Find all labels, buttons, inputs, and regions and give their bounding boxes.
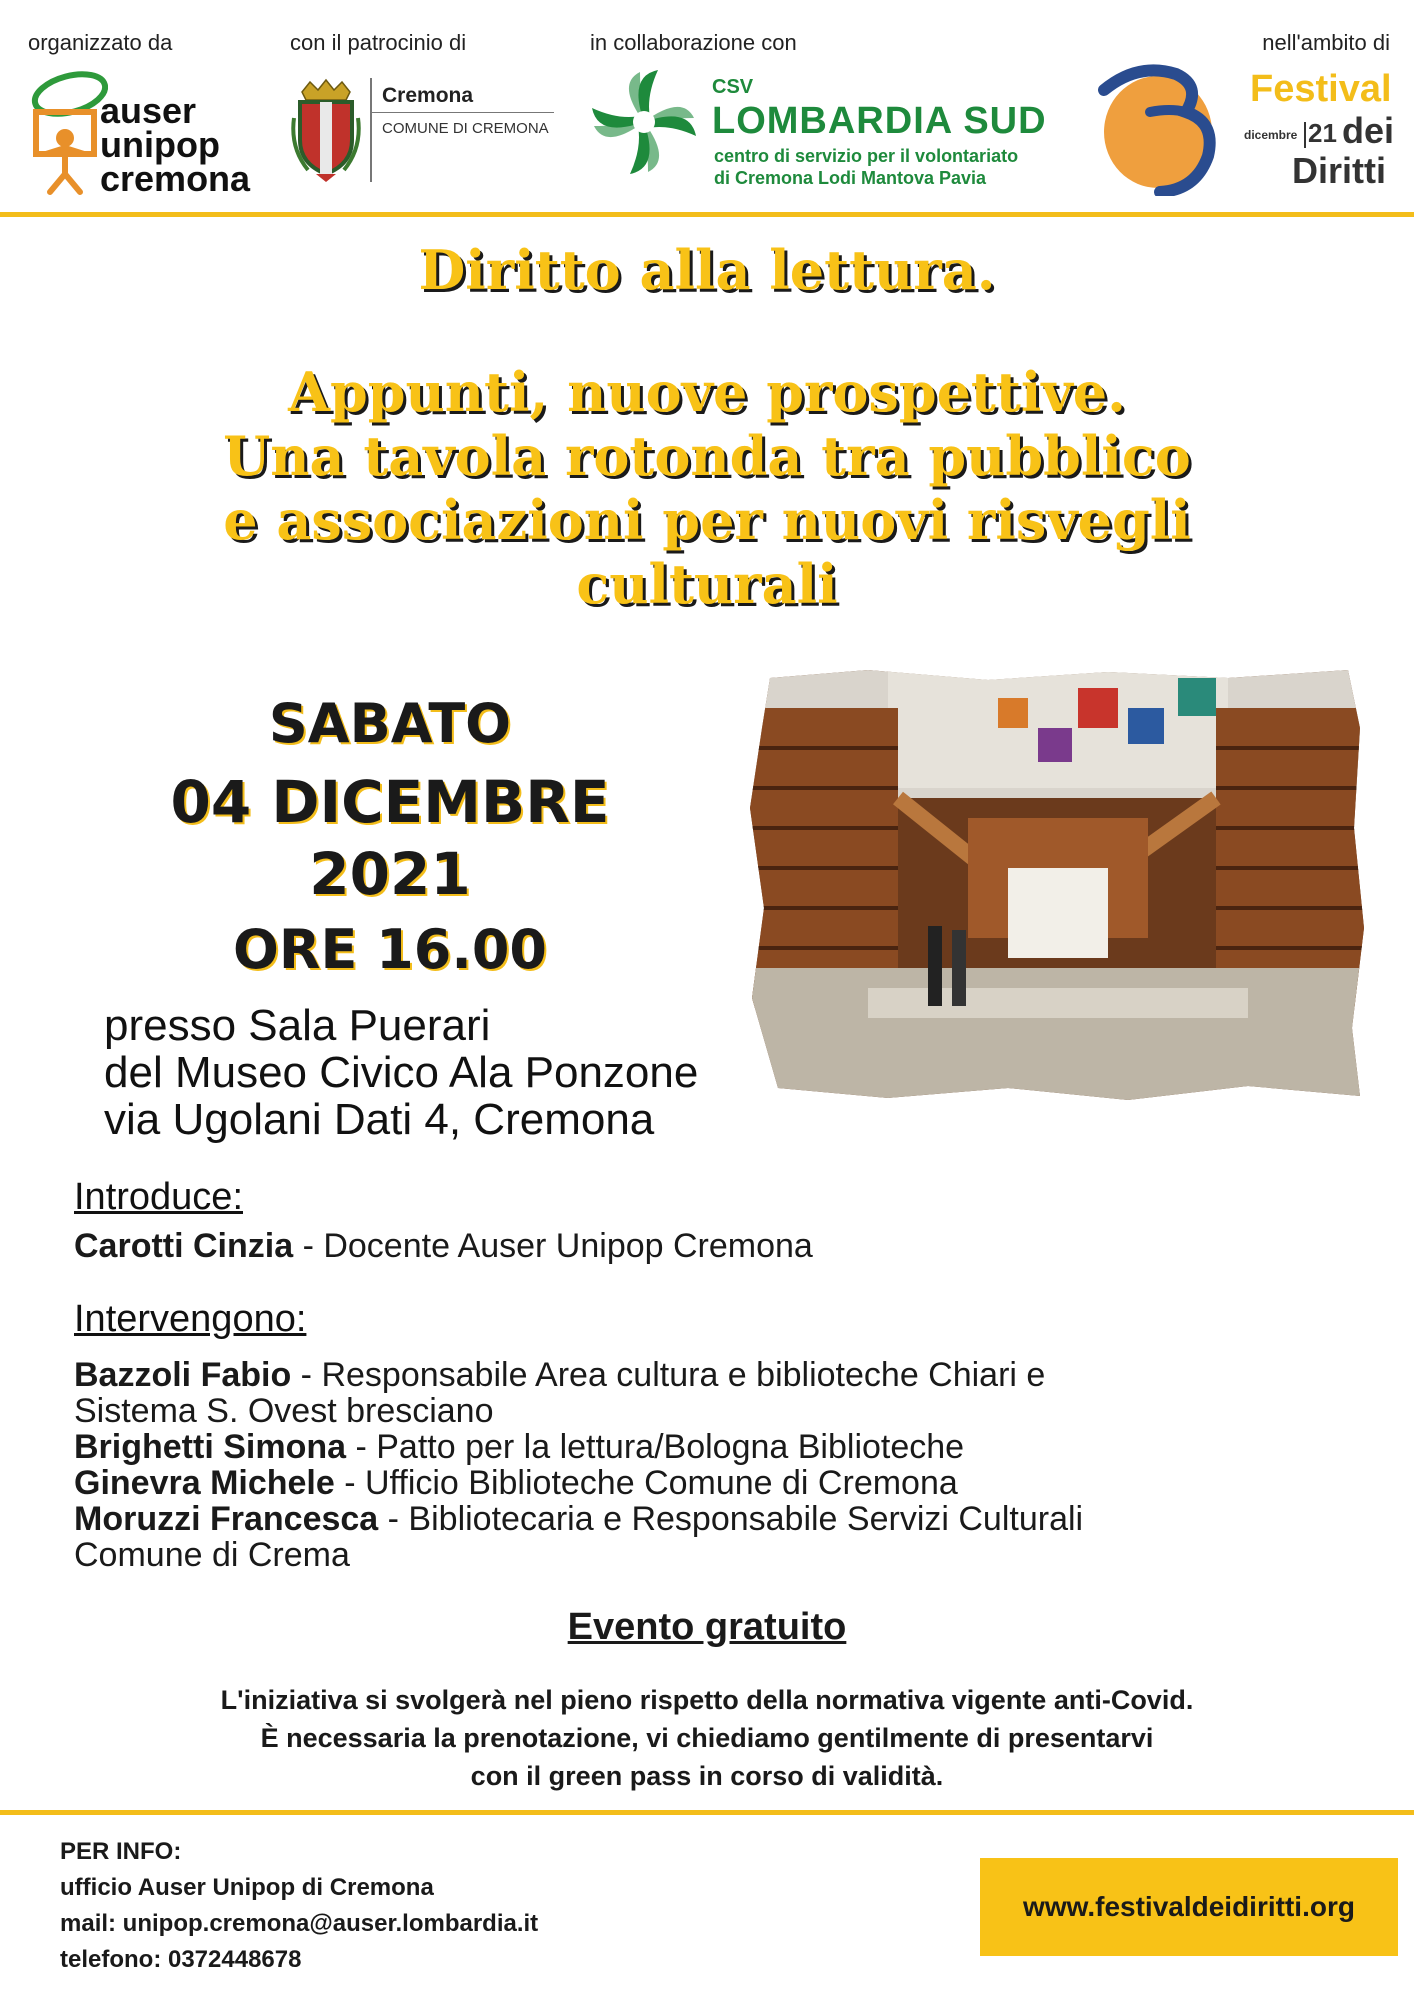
auser-figure-icon xyxy=(28,68,108,196)
covid-notice-line-1: L'iniziativa si svolgerà nel pieno rispetto della normativa vigente anti-Covid. xyxy=(220,1685,1194,1715)
festival-logo-bar xyxy=(1304,122,1306,148)
context-caption: nell'ambito di xyxy=(1262,30,1390,55)
festival-logo-word2: dei xyxy=(1342,110,1395,151)
website-link[interactable]: www.festivaldeidiritti.org xyxy=(980,1858,1398,1956)
library-photo xyxy=(748,668,1366,1104)
event-date: 04 DICEMBRE xyxy=(170,768,610,836)
title-line-5: culturali xyxy=(576,552,838,616)
organized-by-caption: organizzato da xyxy=(28,30,173,55)
cremona-logo-subtitle: COMUNE DI CREMONA xyxy=(382,120,549,137)
speaker-item xyxy=(74,1501,1374,1537)
speaker-item xyxy=(74,1429,1374,1465)
introducer-name: Carotti Cinzia xyxy=(74,1227,294,1265)
cremona-logo-divider xyxy=(370,78,372,182)
title-line-4: e associazioni per nuovi risvegli xyxy=(223,488,1191,552)
cremona-logo-hline xyxy=(372,112,554,113)
event-time: ORE 16.00 xyxy=(233,918,547,981)
speaker-item xyxy=(74,1357,1374,1393)
festival-logo-month: dicembre xyxy=(1244,128,1298,142)
festival-swirl-icon xyxy=(1098,60,1224,196)
csv-logo-line1: centro di servizio per il volontariato xyxy=(714,146,1019,166)
venue-line-3: via Ugolani Dati 4, Cremona xyxy=(104,1095,655,1144)
auser-logo-text-3: cremona xyxy=(100,158,251,199)
auser-logo-text-2: unipop xyxy=(100,124,220,165)
speaker-name: Moruzzi Francesca xyxy=(74,1500,379,1538)
festival-logo-word3: Diritti xyxy=(1292,150,1386,191)
speaker-name: Brighetti Simona xyxy=(74,1428,347,1466)
free-event-label: Evento gratuito xyxy=(567,1606,847,1648)
speaker-item xyxy=(74,1465,1374,1501)
info-phone: telefono: 0372448678 xyxy=(60,1946,302,1973)
speaker-list xyxy=(74,1357,1374,1573)
info-heading: PER INFO: xyxy=(60,1838,182,1865)
auser-unipop-logo xyxy=(28,68,278,198)
comune-cremona-logo xyxy=(290,78,570,188)
speaker-role: - Patto per la lettura/Bologna Biblioteche xyxy=(346,1428,965,1466)
speaker-role-continued: Sistema S. Ovest bresciano xyxy=(74,1392,494,1430)
cremona-logo-name: Cremona xyxy=(382,84,474,107)
footer-divider xyxy=(0,1810,1414,1815)
introducer-role: - Docente Auser Unipop Cremona xyxy=(293,1227,813,1265)
csv-lombardia-sud-logo xyxy=(588,64,1068,194)
header-divider xyxy=(0,212,1414,217)
covid-notice-line-2: È necessaria la prenotazione, vi chiediamo gentilmente di presentarvi xyxy=(260,1723,1154,1753)
speakers-heading: Intervengono: xyxy=(74,1298,307,1340)
speaker-role: - Ufficio Biblioteche Comune di Cremona xyxy=(334,1464,958,1502)
event-day: SABATO xyxy=(268,692,512,755)
speaker-role: - Responsabile Area cultura e biblioteche Chiari e xyxy=(291,1356,1046,1394)
speaker-role: - Bibliotecaria e Responsabile Servizi Culturali xyxy=(378,1500,1084,1538)
speaker-name: Bazzoli Fabio xyxy=(74,1356,292,1394)
speaker-role-continued: Comune di Crema xyxy=(74,1536,350,1574)
collaboration-caption: in collaborazione con xyxy=(590,30,797,55)
csv-pinwheel-icon xyxy=(588,66,700,178)
cremona-coat-of-arms-icon xyxy=(290,78,362,182)
venue-line-2: del Museo Civico Ala Ponzone xyxy=(104,1048,699,1097)
title-line-2: Appunti, nuove prospettive. xyxy=(288,360,1126,424)
festival-logo-word1: Festival xyxy=(1250,68,1392,110)
festival-logo-number: 21 xyxy=(1308,118,1337,148)
introducer xyxy=(74,1228,813,1264)
title-line-3: Una tavola rotonda tra pubblico xyxy=(223,424,1191,488)
covid-notice-line-3: con il green pass in corso di validità. xyxy=(470,1761,944,1791)
introduce-heading: Introduce: xyxy=(74,1176,243,1218)
info-office: ufficio Auser Unipop di Cremona xyxy=(60,1874,434,1901)
festival-dei-diritti-logo xyxy=(1098,60,1398,200)
event-year: 2021 xyxy=(309,840,471,908)
speaker-name: Ginevra Michele xyxy=(74,1464,335,1502)
csv-logo-name: LOMBARDIA SUD xyxy=(712,100,1047,142)
info-mail: mail: unipop.cremona@auser.lombardia.it xyxy=(60,1910,539,1937)
patronage-caption: con il patrocinio di xyxy=(290,30,467,55)
title-line-1: Diritto alla lettura. xyxy=(418,238,996,302)
auser-logo-text-1: auser xyxy=(100,90,197,131)
csv-logo-top: CSV xyxy=(712,76,754,98)
csv-logo-line2: di Cremona Lodi Mantova Pavia xyxy=(714,168,987,188)
venue-line-1: presso Sala Puerari xyxy=(104,1001,491,1050)
